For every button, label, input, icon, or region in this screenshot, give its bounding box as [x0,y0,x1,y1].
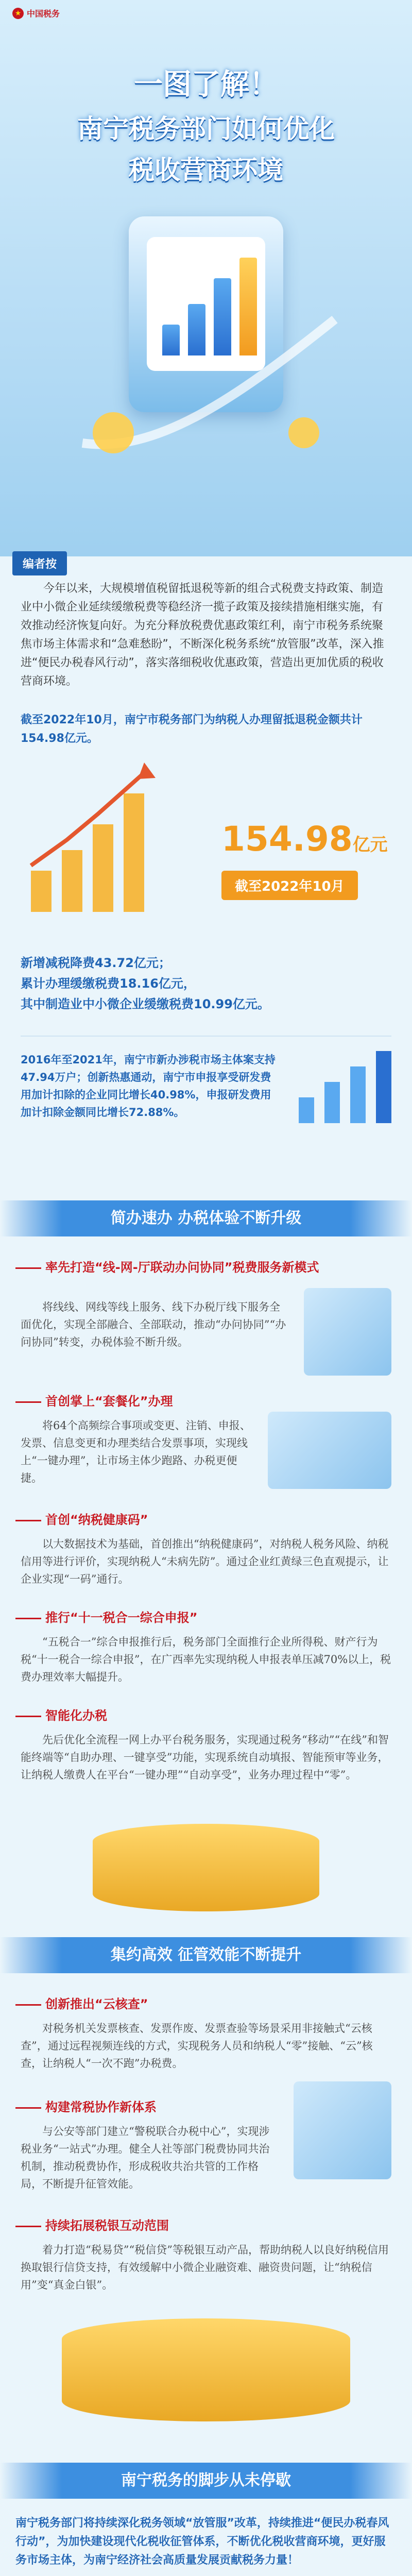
section1-para4: “五税合一”综合申报推行后，税务部门全面推行企业所得税、财产行为税“十一税合一综合申报”，在广西率先实现纳税人申报表单压减70%以上，税费办理效率大幅提升。 [21,1636,391,1683]
date-badge: 截至2022年10月 [221,871,358,900]
title-line3: 税收营商环境 [129,155,283,185]
tax-emblem-icon: ★ [12,8,24,19]
section1-heading5: 智能化办税 [15,1705,397,1723]
section1-para5: 先后优化全流程一网上办平台税务服务，实现通过税务“移动”“在线”和智能终端等“自助办理、一键享受”功能，实现系统自动填报、智能预审等业务，让纳税人缴费人在平台“一键办理”“自动享受”，业务办理过程中“零”。 [21,1734,389,1781]
section1-heading2: 首创掌上“套餐化”办理 [15,1391,397,1409]
section2-para2: 与公安等部门建立“警税联合办税中心”，实现涉税业务“一站式”办理。健全人社等部门税费协同共治机制，推动税费协作，形成税收共治共管的工作格局，不断提升征管效能。 [21,2125,270,2190]
coin-hand-illustration [93,1824,319,1911]
coins-growth-illustration [21,752,165,922]
stat-line2: 累计办理缓缴税费18.16亿元， [21,976,196,991]
section1-heading1: 率先打造“线-网-厅联动办问协同”税费服务新模式 [15,1257,397,1275]
section1-para2: 将64个高频综合事项或变更、注销、申报、发票、信息变更和办理类结合发票事项，实现线上“一键办理”，让市场主体少跑路、办税更便捷。 [21,1419,251,1484]
section2-heading1: 创新推出“云核查” [15,1994,397,2012]
section1-banner: 简办速办 办税体验不断升级 [0,1200,412,1236]
section3-text: 南宁税务部门将持续深化税务领域“放管服”改革，持续推进“便民办税春风行动”，为加快建设现代化税收征管体系，不断优化税收营商环境，更好服务市场主体，为南宁经济社会高质量发展贡献税务力量！ [15,2517,389,2567]
stat-line3: 其中制造业中小微企业缓缴税费10.99亿元。 [21,997,270,1011]
section2-heading2: 构建常税协作新体系 [15,2097,397,2115]
section3-banner: 南宁税务的脚步从未停歇 [0,2463,412,2499]
section1-heading3: 首创“纳税健康码” [15,1510,397,1528]
editor-intro: 今年以来，大规模增值税留抵退税等新的组合式税费支持政策、制造业中小微企业延续缓缴税费等稳经济一揽子政策及接续措施相继实施，有效推动经济恢复向好。为充分释放税费优惠政策红利，南宁市税务系统聚焦市场主体需求和“急难愁盼”，不断深化税务系统“放管服”改革，深入推进“便民办税春风行动”，落实落细税收优惠政策，营造出更加优质的税收营商环境。 [21,582,384,688]
rising-chart-illustration [288,1041,402,1128]
section2-heading3: 持续拓展税银互动范围 [15,2215,397,2233]
worker-illustration [294,2081,391,2179]
section2-para3: 着力打造“税易贷”“税信贷”等税银互动产品，帮助纳税人以良好纳税信用换取银行信贷支持，有效缓解中小微企业融资难、融资贵问题，让“纳税信用”变“真金白银”。 [21,2244,389,2291]
section1-heading4: 推行“十一税合一综合申报” [15,1607,397,1625]
logo-text: 中国税务 [27,9,60,19]
section1-para3: 以大数据技术为基础，首创推出“纳税健康码”，对纳税人税务风险、纳税信用等进行评价，实现纳税人“未病先防”。通过企业红黄绿三色直观提示，让企业实现“一码”通行。 [21,1538,389,1585]
title-line1: 一图了解！ [134,68,278,101]
section2-banner: 集约高效 征管效能不断提升 [0,1937,412,1973]
title-line2: 南宁税务部门如何优化 [77,114,335,144]
editor-tag: 编者按 [12,551,67,575]
stat-2016-paragraph: 2016年至2021年，南宁市新办涉税市场主体案支持47.94万户；创新热惠通动，南宁市申报享受研发费用加计扣除的企业同比增长40.98%，申报研发费用加计扣除金额同比增长72.88%。 [21,1054,276,1118]
phone-hand-illustration [268,1412,391,1489]
decor-swoosh [77,289,345,474]
stats-intro: 截至2022年10月，南宁市税务部门为纳税人办理留抵退税金额共计154.98亿元。 [21,714,363,745]
section1-para1: 将线线、网线等线上服务、线下办税厅线下服务全面优化，实现全部融合、全部联动，推动“办问协同”“办问协同”转变，办税体验不断升级。 [21,1301,286,1348]
section2-para1: 对税务机关发票核查、发票作废、发票查验等场景采用非接触式“云核查”，通过远程视频连线的方式，实现税务人员和纳税人“零”接触、“云”核查，让纳税人“一次不跑”办税费。 [21,2022,373,2070]
tax-logo [12,7,60,19]
stat-line1: 新增减税降费43.72亿元； [21,956,171,970]
atm-illustration [304,1288,391,1376]
coin-stacks-illustration [62,2318,350,2421]
divider [21,1036,391,1037]
big-number: 154.98亿元 [221,819,388,859]
